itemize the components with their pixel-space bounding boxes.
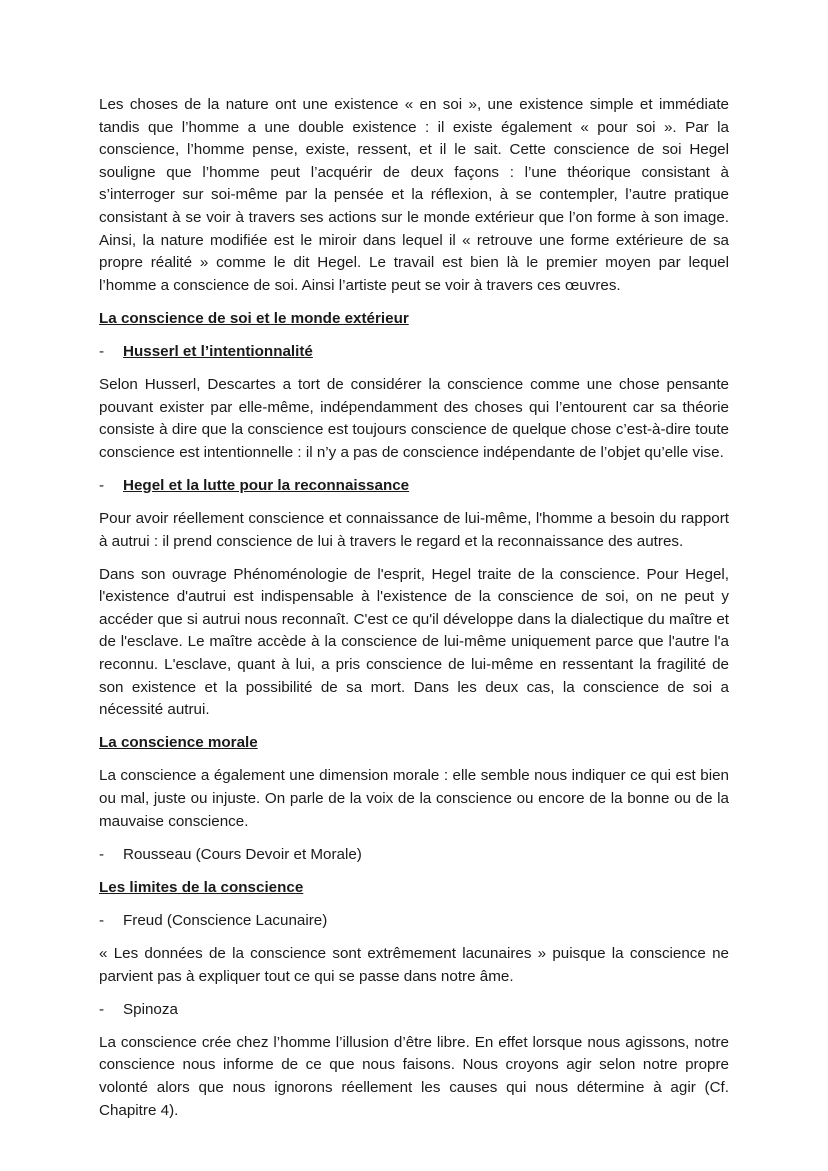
bullet-freud <box>99 910 729 933</box>
paragraph-spinoza: La conscience crée chez l’homme l’illusion d’être libre. En effet lorsque nous agissons, notre conscience nous informe de ce que nous faisons. Nous croyons agir selon notre propre volonté alors que nous ignorons réellement les causes qui nous détermine à agir (Cf. Chapitre 4). <box>99 1033 729 1119</box>
paragraph-husserl: Selon Husserl, Descartes a tort de considérer la conscience comme une chose pensante pouvant exister par elle-même, indépendamment des choses qui l’entourent car sa théorie consiste à dire que la conscience est toujours conscience de quelque chose c’est-à-dire toute conscience est intentionnelle : il n’y a pas de conscience indépendante de l’objet qu’elle vise. <box>99 376 729 461</box>
heading-limites: Les limites de la conscience <box>99 878 304 896</box>
bullet-rousseau-label: Rousseau (Cours Devoir et Morale) <box>123 845 362 863</box>
bullet-spinoza <box>99 999 729 1022</box>
bullet-husserl <box>99 341 729 364</box>
heading-morale: La conscience morale <box>99 734 258 752</box>
paragraph-freud: « Les données de la conscience sont extrêmement lacunaires » puisque la conscience ne parvient pas à expliquer tout ce qui se passe dans notre âme. <box>99 945 729 985</box>
heading-monde-exterieur: La conscience de soi et le monde extérieur <box>99 309 409 327</box>
bullet-husserl-label: Husserl et l’intentionnalité <box>123 342 313 360</box>
bullet-dash: - <box>99 476 105 494</box>
bullet-spinoza-label: Spinoza <box>123 1000 178 1018</box>
paragraph-intro: Les choses de la nature ont une existence « en soi », une existence simple et immédiate tandis que l’homme a une double existence : il existe également « pour soi ». Par la conscience, l’homme pense, existe, ressent, et il le sait. Cette conscience de soi Hegel souligne que l’homme peut l’acquérir de deux façons : l’une théorique consistant à s’interroger sur soi-même par la pensée et la réflexion, à se contempler, l’autre pratique consistant à se voir à travers ses actions sur le monde extérieur que l’on forme à son image. Ainsi, la nature modifiée est le miroir dans lequel il « retrouve une forme extérieure de sa propre réalité » comme le dit Hegel. Le travail est bien là le premier moyen par lequel l’homme a conscience de soi. Ainsi l’artiste peut se voir à travers ces œuvres. <box>99 96 729 294</box>
bullet-dash: - <box>99 845 105 863</box>
bullet-freud-label: Freud (Conscience Lacunaire) <box>123 911 328 929</box>
bullet-dash: - <box>99 1000 105 1018</box>
bullet-dash: - <box>99 342 105 360</box>
bullet-hegel <box>99 475 729 498</box>
bullet-dash: - <box>99 911 105 929</box>
bullet-hegel-label: Hegel et la lutte pour la reconnaissance <box>123 476 410 494</box>
paragraph-hegel-1: Pour avoir réellement conscience et connaissance de lui-même, l'homme a besoin du rapport à autrui : il prend conscience de lui à travers le regard et la reconnaissance des autres. <box>99 510 729 550</box>
document-page <box>99 94 729 1133</box>
paragraph-morale: La conscience a également une dimension morale : elle semble nous indiquer ce qui est bien ou mal, juste ou injuste. On parle de la voix de la conscience ou encore de la bonne ou de la mauvaise conscience. <box>99 767 729 830</box>
paragraph-hegel-2: Dans son ouvrage Phénoménologie de l'esprit, Hegel traite de la conscience. Pour Hegel, l'existence d'autrui est indispensable à l'existence de la conscience de soi, on ne peut y accéder que si autrui nous reconnaît. C'est ce qu'il développe dans la dialectique du maître et de l'esclave. Le maître accède à la conscience de lui-même uniquement parce que l'autre l'a reconnu. L'esclave, quant à lui, a pris conscience de lui-même en ressentant la fragilité de son existence et la possibilité de sa mort. Dans les deux cas, la conscience de soi a nécessité autrui. <box>99 565 729 719</box>
bullet-rousseau <box>99 844 729 867</box>
